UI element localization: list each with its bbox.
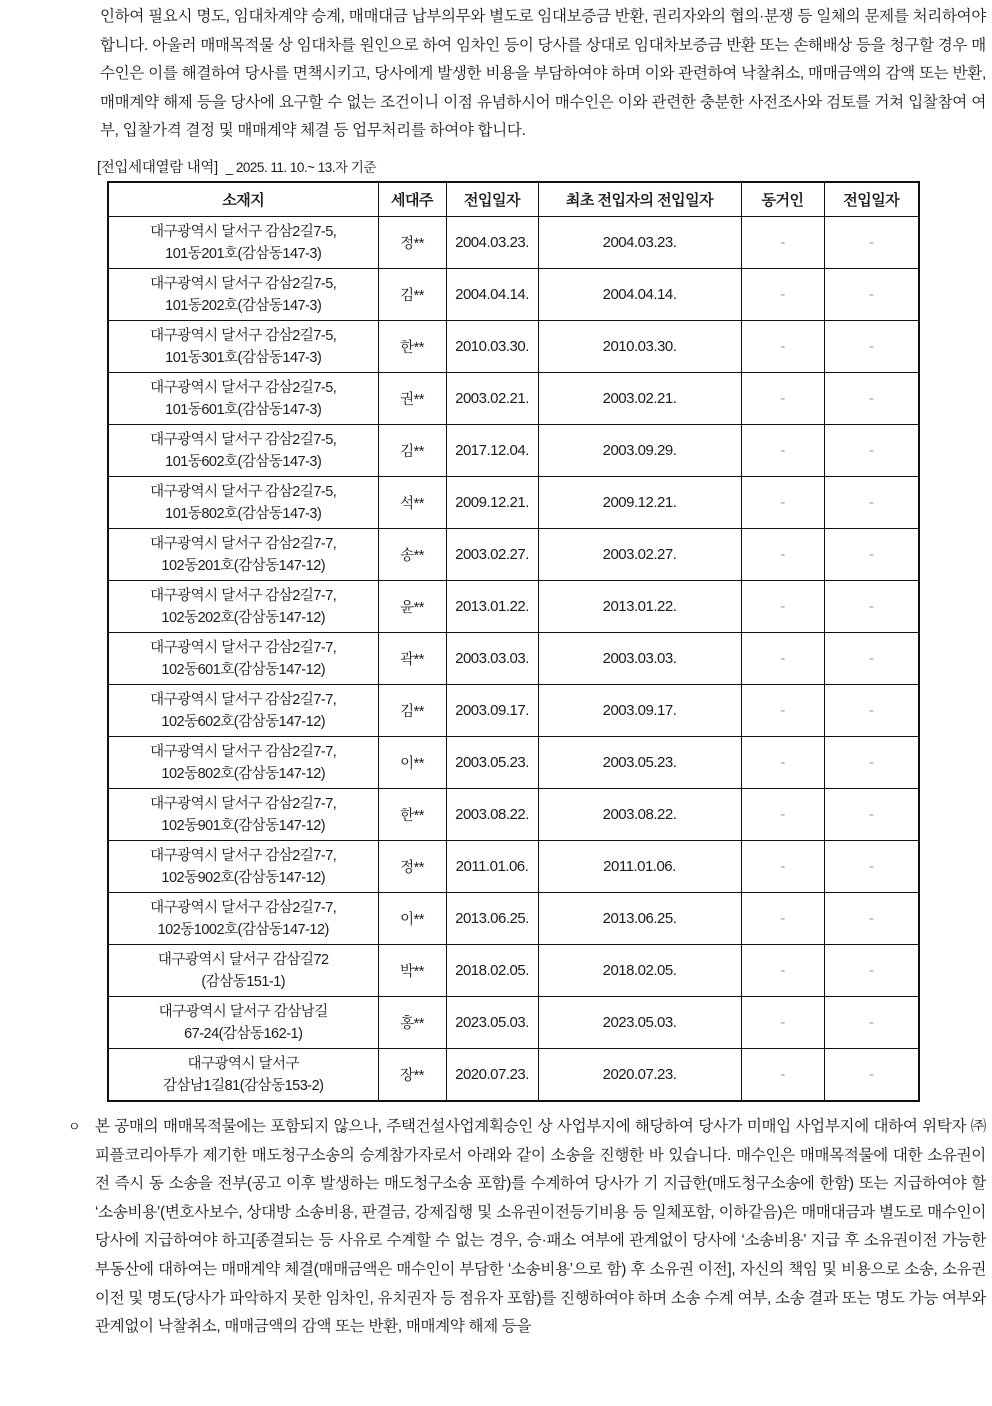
cell-householder: 이** <box>378 737 446 789</box>
cell-address <box>108 789 378 841</box>
cell-cohabitant: - <box>741 945 824 997</box>
cell-cohabitant: - <box>741 581 824 633</box>
cell-cohabitant: - <box>741 373 824 425</box>
address-line-2: 101동602호(감삼동147-3) <box>165 453 322 470</box>
cell-householder: 곽** <box>378 633 446 685</box>
cell-cohabitant: - <box>741 1049 824 1101</box>
cell-first-move-in-date: 2003.05.23. <box>538 737 741 789</box>
address-line-2: 101동202호(감삼동147-3) <box>165 297 322 314</box>
resident-row <box>108 1049 919 1101</box>
cell-move-in-date: 2003.09.17. <box>446 685 538 737</box>
cell-address <box>108 841 378 893</box>
header-move-in-date: 전입일자 <box>446 182 538 217</box>
resident-row <box>108 425 919 477</box>
cell-cohabitant-move-in-date: - <box>824 841 919 893</box>
cell-move-in-date: 2018.02.05. <box>446 945 538 997</box>
resident-row <box>108 373 919 425</box>
cell-move-in-date: 2013.01.22. <box>446 581 538 633</box>
cell-move-in-date: 2023.05.03. <box>446 997 538 1049</box>
cell-cohabitant-move-in-date: - <box>824 581 919 633</box>
resident-table-body <box>108 217 919 1101</box>
cell-cohabitant-move-in-date: - <box>824 217 919 269</box>
table-caption-date-basis: _ 2025. 11. 10.~ 13.자 기준 <box>225 159 376 175</box>
cell-householder: 김** <box>378 425 446 477</box>
cell-cohabitant: - <box>741 997 824 1049</box>
cell-address <box>108 945 378 997</box>
address-line-1: 대구광역시 달서구 감삼2길7-5, <box>150 379 337 396</box>
cell-cohabitant-move-in-date: - <box>824 997 919 1049</box>
resident-lookup-table <box>107 181 920 1102</box>
cell-move-in-date: 2013.06.25. <box>446 893 538 945</box>
notice-paragraph-bottom-text: 본 공매의 매매목적물에는 포함되지 않으나, 주택건설사업계획승인 상 사업부지에 해당하여 당사가 미매입 사업부지에 대하여 위탁자 ㈜피플코리아투가 제기한 매도청구소송의 승계참가자로서 아래와 같이 소송을 진행한 바 있습니다. 매수인은 매매목적물에 대한 소유권이전 즉시 동 소송을 전부(공고 이후 발생하는 매도청구소송 포함)를 수계하여 당사가 기 지급한(매도청구소송에 한함) 또는 지급하여야 할 ‘소송비용’(변호사보수, 상대방 소송비용, 판결금, 강제집행 및 소유권이전등기비용 등 일체포함, 이하같음)은 매매대금과 별도로 매수인이 당사에 지급하여야 하고[종결되는 등 사유로 수계할 수 없는 경우, 승·패소 여부에 관계없이 당사에 ‘소송비용’ 지급 후 소유권이전 가능한 부동산에 대하여는 매매계약 체결(매매금액은 매수인이 부담한 ‘소송비용’으로 함) 후 소유권 이전], 자신의 책임 및 비용으로 소송, 소유권이전 및 명도(당사가 파악하지 못한 임차인, 유치권자 등 점유자 포함)를 진행하여야 하며 소송 수계 여부, 소송 결과 또는 명도 가능 여부와 관계없이 낙찰취소, 매매금액의 감액 또는 반환, 매매계약 해제 등을 <box>95 1117 986 1336</box>
cell-first-move-in-date: 2003.08.22. <box>538 789 741 841</box>
cell-cohabitant: - <box>741 217 824 269</box>
address-line-2: 101동601호(감삼동147-3) <box>165 401 322 418</box>
cell-first-move-in-date: 2003.09.29. <box>538 425 741 477</box>
address-line-1: 대구광역시 달서구 감삼2길7-7, <box>150 899 337 916</box>
address-line-1: 대구광역시 달서구 감삼2길7-7, <box>150 587 337 604</box>
cell-address <box>108 269 378 321</box>
cell-cohabitant: - <box>741 269 824 321</box>
cell-move-in-date: 2003.02.27. <box>446 529 538 581</box>
header-cohabitant-date: 전입일자 <box>824 182 919 217</box>
cell-householder: 한** <box>378 789 446 841</box>
cell-address <box>108 581 378 633</box>
cell-cohabitant-move-in-date: - <box>824 789 919 841</box>
resident-row <box>108 217 919 269</box>
address-line-2: 102동601호(감삼동147-12) <box>161 661 326 678</box>
cell-householder: 정** <box>378 217 446 269</box>
address-line-2: 102동602호(감삼동147-12) <box>161 713 326 730</box>
cell-move-in-date: 2003.02.21. <box>446 373 538 425</box>
address-line-1: 대구광역시 달서구 감삼2길7-7, <box>150 795 337 812</box>
cell-first-move-in-date: 2003.03.03. <box>538 633 741 685</box>
cell-first-move-in-date: 2011.01.06. <box>538 841 741 893</box>
cell-move-in-date: 2003.03.03. <box>446 633 538 685</box>
cell-householder: 박** <box>378 945 446 997</box>
address-line-2: 102동1002호(감삼동147-12) <box>157 921 329 938</box>
cell-householder: 권** <box>378 373 446 425</box>
cell-move-in-date: 2010.03.30. <box>446 321 538 373</box>
address-line-1: 대구광역시 달서구 <box>187 1055 300 1072</box>
cell-move-in-date: 2017.12.04. <box>446 425 538 477</box>
table-caption <box>97 154 992 181</box>
cell-cohabitant: - <box>741 737 824 789</box>
cell-first-move-in-date: 2013.01.22. <box>538 581 741 633</box>
resident-row <box>108 737 919 789</box>
address-line-1: 대구광역시 달서구 감삼2길7-7, <box>150 847 337 864</box>
cell-cohabitant-move-in-date: - <box>824 477 919 529</box>
cell-address <box>108 477 378 529</box>
address-line-2: (감삼동151-1) <box>201 973 286 990</box>
cell-address <box>108 373 378 425</box>
cell-householder: 정** <box>378 841 446 893</box>
address-line-1: 대구광역시 달서구 감삼2길7-5, <box>150 483 337 500</box>
resident-table-header <box>108 182 919 217</box>
cell-householder: 한** <box>378 321 446 373</box>
cell-move-in-date: 2003.08.22. <box>446 789 538 841</box>
cell-cohabitant-move-in-date: - <box>824 737 919 789</box>
address-line-2: 101동301호(감삼동147-3) <box>165 349 322 366</box>
cell-address <box>108 633 378 685</box>
cell-address <box>108 685 378 737</box>
table-caption-title: [전입세대열람 내역] <box>97 159 218 176</box>
cell-householder: 김** <box>378 269 446 321</box>
resident-row <box>108 321 919 373</box>
address-line-1: 대구광역시 달서구 감삼길72 <box>157 951 329 968</box>
resident-row <box>108 581 919 633</box>
cell-cohabitant: - <box>741 477 824 529</box>
cell-cohabitant: - <box>741 321 824 373</box>
cell-cohabitant-move-in-date: - <box>824 1049 919 1101</box>
resident-row <box>108 945 919 997</box>
cell-move-in-date: 2011.01.06. <box>446 841 538 893</box>
resident-row <box>108 841 919 893</box>
header-row <box>108 182 919 217</box>
cell-householder: 석** <box>378 477 446 529</box>
cell-move-in-date: 2004.03.23. <box>446 217 538 269</box>
resident-row <box>108 633 919 685</box>
document-page <box>0 3 992 1406</box>
address-line-2: 102동802호(감삼동147-12) <box>161 765 326 782</box>
cell-cohabitant: - <box>741 529 824 581</box>
address-line-2: 감삼남1길81(감삼동153-2) <box>163 1077 324 1094</box>
address-line-2: 102동901호(감삼동147-12) <box>161 817 326 834</box>
cell-first-move-in-date: 2020.07.23. <box>538 1049 741 1101</box>
cell-cohabitant: - <box>741 893 824 945</box>
notice-paragraph-top: 인하여 필요시 명도, 임대차계약 승계, 매매대금 납부의무와 별도로 임대보증금 반환, 권리자와의 협의·분쟁 등 일체의 문제를 처리하여야 합니다. 아울러 매매목적물 상 임대차를 원인으로 하여 임차인 등이 당사를 상대로 임대차보증금 반환 또는 손해배상 등을 청구할 경우 매수인은 이를 해결하여 당사를 면책시키고, 당사에게 발생한 비용을 부담하여야 하며 이와 관련하여 낙찰취소, 매매금액의 감액 또는 반환, 매매계약 해제 등을 당사에 요구할 수 없는 조건이니 이점 유념하시어 매수인은 이와 관련한 충분한 사전조사와 검토를 거쳐 입찰참여 여부, 입찰가격 결정 및 매매계약 체결 등 업무처리를 하여야 합니다. <box>100 8 986 140</box>
cell-householder: 장** <box>378 1049 446 1101</box>
cell-first-move-in-date: 2018.02.05. <box>538 945 741 997</box>
cell-first-move-in-date: 2003.02.21. <box>538 373 741 425</box>
cell-cohabitant: - <box>741 633 824 685</box>
cell-householder: 송** <box>378 529 446 581</box>
cell-first-move-in-date: 2009.12.21. <box>538 477 741 529</box>
address-line-1: 대구광역시 달서구 감삼2길7-5, <box>150 275 337 292</box>
cell-cohabitant: - <box>741 841 824 893</box>
cell-first-move-in-date: 2013.06.25. <box>538 893 741 945</box>
resident-row <box>108 893 919 945</box>
resident-row <box>108 529 919 581</box>
cell-move-in-date: 2020.07.23. <box>446 1049 538 1101</box>
cell-address <box>108 737 378 789</box>
resident-row <box>108 789 919 841</box>
cell-first-move-in-date: 2004.03.23. <box>538 217 741 269</box>
resident-row <box>108 269 919 321</box>
address-line-2: 101동201호(감삼동147-3) <box>165 245 322 262</box>
address-line-2: 102동201호(감삼동147-12) <box>161 557 326 574</box>
address-line-1: 대구광역시 달서구 감삼2길7-7, <box>150 639 337 656</box>
cell-cohabitant-move-in-date: - <box>824 633 919 685</box>
cell-cohabitant-move-in-date: - <box>824 685 919 737</box>
cell-first-move-in-date: 2003.02.27. <box>538 529 741 581</box>
cell-cohabitant-move-in-date: - <box>824 373 919 425</box>
cell-address <box>108 321 378 373</box>
bullet-marker: ㅇ <box>68 1118 81 1134</box>
cell-address <box>108 997 378 1049</box>
header-address: 소재지 <box>108 182 378 217</box>
header-householder: 세대주 <box>378 182 446 217</box>
address-line-2: 102동902호(감삼동147-12) <box>161 869 326 886</box>
address-line-1: 대구광역시 달서구 감삼2길7-7, <box>150 691 337 708</box>
address-line-2: 101동802호(감삼동147-3) <box>165 505 322 522</box>
address-line-1: 대구광역시 달서구 감삼남길 <box>158 1003 328 1020</box>
cell-address <box>108 425 378 477</box>
cell-cohabitant: - <box>741 685 824 737</box>
cell-cohabitant-move-in-date: - <box>824 893 919 945</box>
cell-address <box>108 217 378 269</box>
address-line-1: 대구광역시 달서구 감삼2길7-5, <box>150 327 337 344</box>
address-line-1: 대구광역시 달서구 감삼2길7-5, <box>150 223 337 240</box>
cell-cohabitant-move-in-date: - <box>824 269 919 321</box>
cell-move-in-date: 2004.04.14. <box>446 269 538 321</box>
cell-address <box>108 529 378 581</box>
cell-move-in-date: 2009.12.21. <box>446 477 538 529</box>
cell-cohabitant: - <box>741 425 824 477</box>
address-line-2: 102동202호(감삼동147-12) <box>161 609 326 626</box>
cell-move-in-date: 2003.05.23. <box>446 737 538 789</box>
cell-address <box>108 1049 378 1101</box>
cell-cohabitant-move-in-date: - <box>824 321 919 373</box>
header-first-move-in-date: 최초 전입자의 전입일자 <box>538 182 741 217</box>
cell-first-move-in-date: 2004.04.14. <box>538 269 741 321</box>
cell-first-move-in-date: 2003.09.17. <box>538 685 741 737</box>
address-line-2: 67-24(감삼동162-1) <box>184 1025 303 1042</box>
cell-cohabitant-move-in-date: - <box>824 945 919 997</box>
cell-first-move-in-date: 2023.05.03. <box>538 997 741 1049</box>
resident-row <box>108 997 919 1049</box>
cell-cohabitant-move-in-date: - <box>824 425 919 477</box>
address-line-1: 대구광역시 달서구 감삼2길7-7, <box>150 743 337 760</box>
notice-paragraph-bottom <box>68 1113 986 1342</box>
address-line-1: 대구광역시 달서구 감삼2길7-5, <box>150 431 337 448</box>
header-cohabitant: 동거인 <box>741 182 824 217</box>
cell-cohabitant-move-in-date: - <box>824 529 919 581</box>
cell-householder: 김** <box>378 685 446 737</box>
cell-householder: 윤** <box>378 581 446 633</box>
resident-row <box>108 477 919 529</box>
resident-row <box>108 685 919 737</box>
cell-first-move-in-date: 2010.03.30. <box>538 321 741 373</box>
address-line-1: 대구광역시 달서구 감삼2길7-7, <box>150 535 337 552</box>
cell-householder: 홍** <box>378 997 446 1049</box>
cell-householder: 이** <box>378 893 446 945</box>
cell-address <box>108 893 378 945</box>
cell-cohabitant: - <box>741 789 824 841</box>
